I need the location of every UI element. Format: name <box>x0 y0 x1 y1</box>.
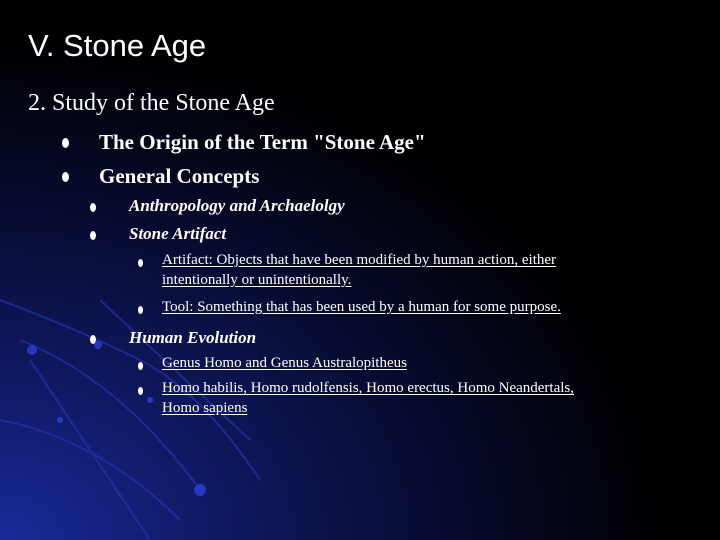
bullet-icon <box>138 259 143 267</box>
link-homo-species[interactable]: Homo habilis, Homo rudolfensis, Homo erectus, Homo Neandertals, <box>162 380 575 396</box>
deco-line <box>30 360 150 540</box>
level1-item: The Origin of the Term "Stone Age" <box>99 130 426 154</box>
bullet-icon <box>62 138 69 148</box>
deco-dot <box>194 484 206 496</box>
level2-item: Human Evolution <box>129 328 257 347</box>
bullet-icon <box>138 387 143 395</box>
deco-curve <box>0 420 180 520</box>
deco-dot <box>27 345 37 355</box>
bullet-icon <box>138 306 143 314</box>
slide-subtitle: 2. Study of the Stone Age <box>28 90 275 116</box>
bullet-icon <box>90 335 96 344</box>
bullet-icon <box>62 172 69 182</box>
deco-dot <box>57 417 63 423</box>
deco-dot <box>147 397 153 403</box>
bullet-icon <box>138 362 143 370</box>
level2-item: Anthropology and Archaelolgy <box>129 196 345 215</box>
bullet-icon <box>90 231 96 240</box>
bullet-icon <box>90 203 96 212</box>
level1-item: General Concepts <box>99 164 260 188</box>
link-homo-species-cont[interactable]: Homo sapiens <box>162 400 248 416</box>
level2-item: Stone Artifact <box>129 224 227 243</box>
link-artifact-definition-cont[interactable]: intentionally or unintentionally. <box>162 272 352 288</box>
link-genus-homo[interactable]: Genus Homo and Genus Australopitheus <box>162 355 407 371</box>
slide-title: V. Stone Age <box>28 28 207 63</box>
link-tool-definition[interactable]: Tool: Something that has been used by a human for some purpose. <box>162 299 561 315</box>
link-artifact-definition[interactable]: Artifact: Objects that have been modified by human action, either <box>162 252 557 268</box>
